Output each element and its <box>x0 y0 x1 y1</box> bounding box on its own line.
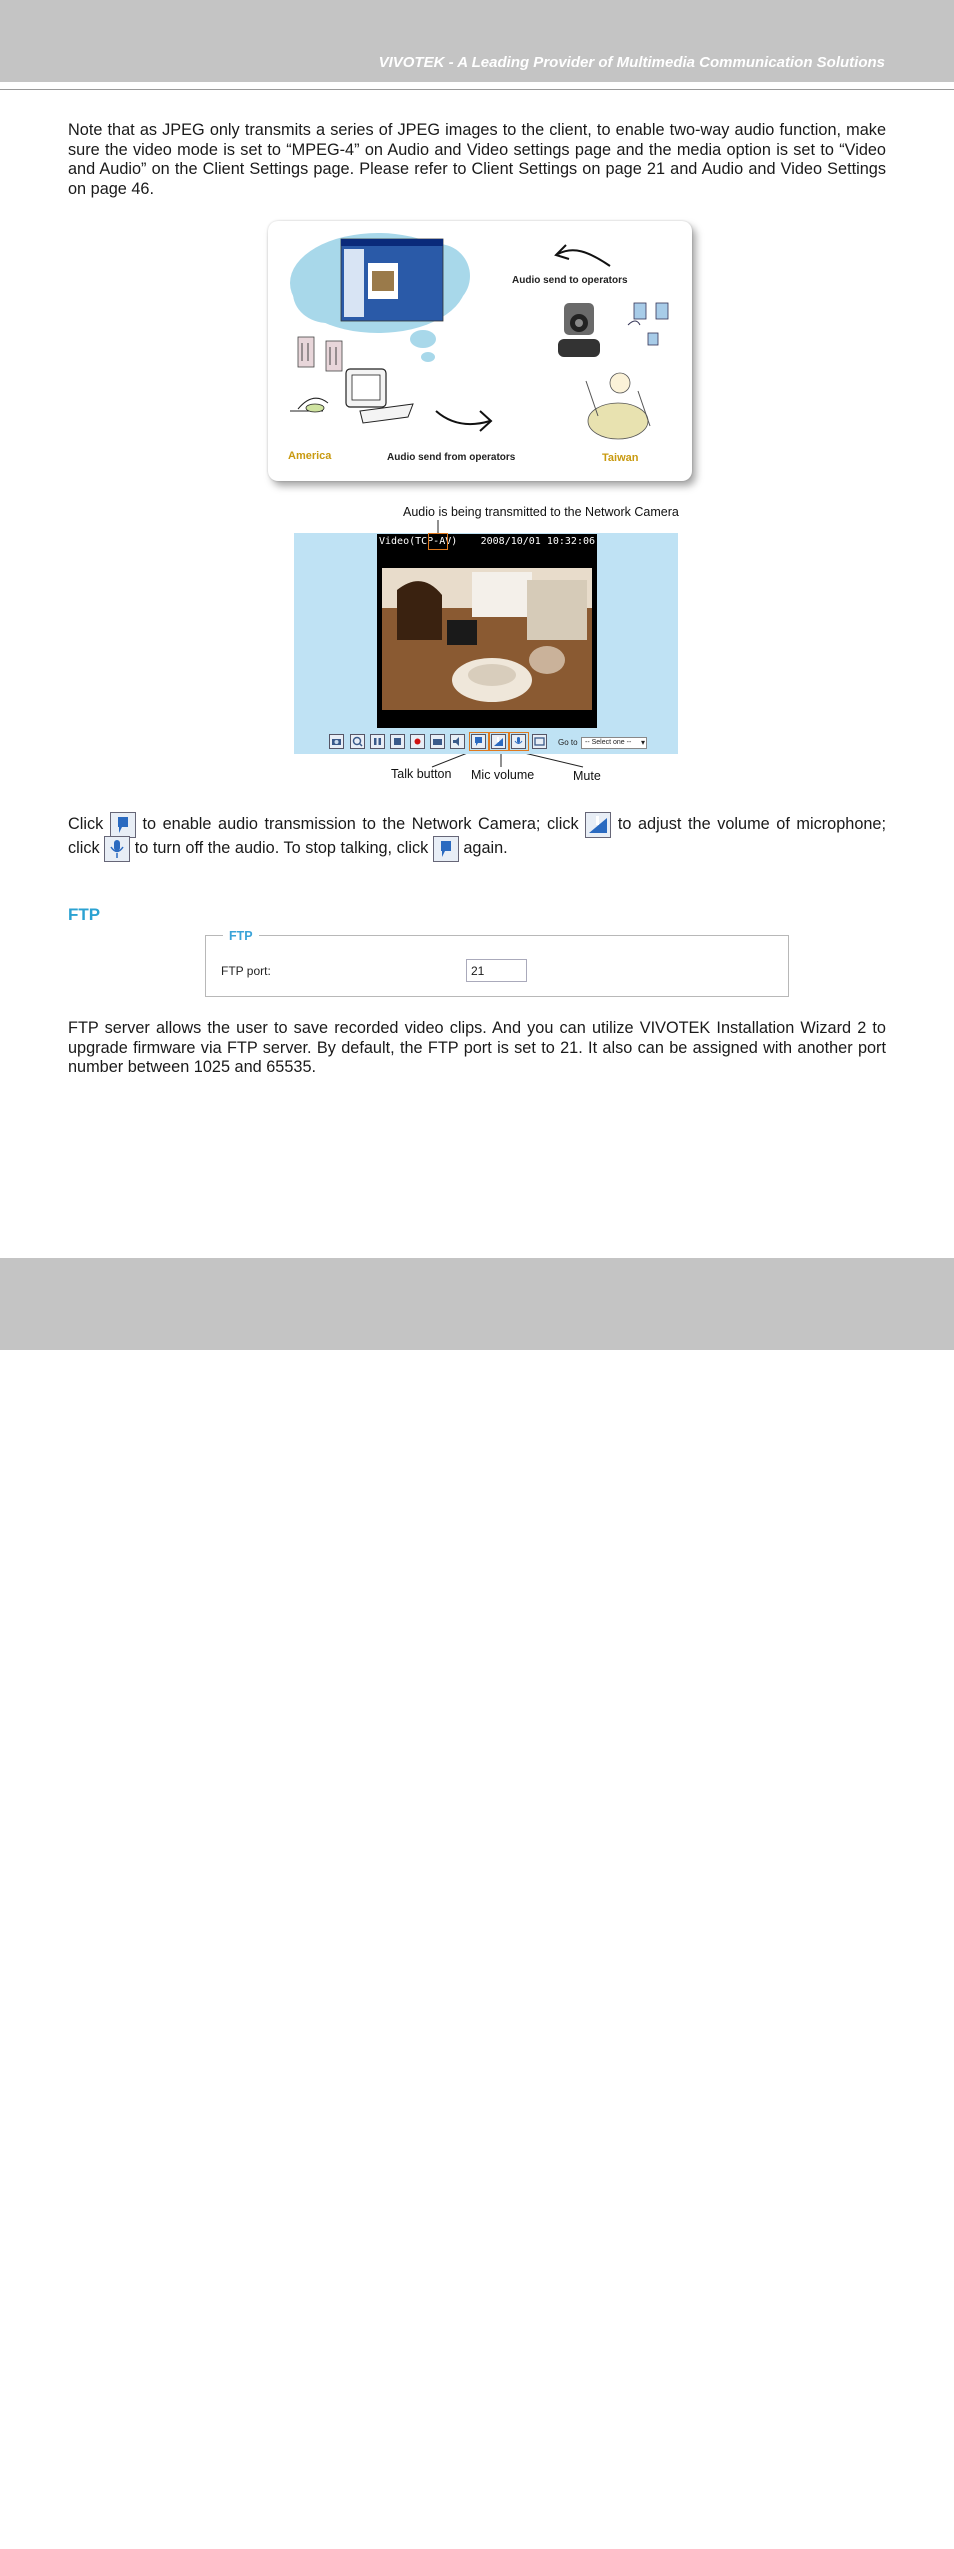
camera-icon <box>558 303 600 357</box>
goto-select[interactable] <box>581 737 647 749</box>
two-way-audio-illustration <box>268 221 692 481</box>
header-divider <box>0 89 954 90</box>
click-text-3: to adjust the volume of microphone; click <box>68 815 887 857</box>
record-button[interactable] <box>410 734 425 749</box>
snapshot-button[interactable] <box>329 734 344 749</box>
mic-volume-highlight <box>489 732 509 751</box>
click-text-1: Click <box>68 815 104 833</box>
intro-paragraph: Note that as JPEG only transmits a series of JPEG images to the client, to enable two-way audio function, make sure the video mode is set to “MPEG-4” on Audio and Video settings page and the media option is set to “Video and Audio” on the Client Settings page. Please refer to Client Settings on page 21 and Audio and Video Settings on page 46. <box>68 121 886 198</box>
pause-button[interactable] <box>370 734 385 749</box>
illustration-graphics <box>268 221 692 481</box>
video-title: Video(TCP-AV) <box>379 536 458 547</box>
goto-label: Go to <box>558 738 578 747</box>
ftp-heading: FTP <box>68 905 101 924</box>
caption-audio-transmitting: Audio is being transmitted to the Network Camera <box>403 505 679 519</box>
chevron-down-icon: ▾ <box>640 738 645 747</box>
computer-icon <box>290 369 413 423</box>
caption-mute: Mute <box>573 769 601 783</box>
label-send-from-operators: Audio send from operators <box>387 452 516 463</box>
speaker-button[interactable] <box>450 734 465 749</box>
talk-icon-2 <box>433 836 459 862</box>
zoom-button[interactable] <box>350 734 365 749</box>
tcp-av-highlight <box>428 533 448 550</box>
speakers-icon <box>298 337 342 371</box>
video-stream <box>377 550 597 728</box>
caption-mic-volume: Mic volume <box>471 768 535 782</box>
microphone-icon <box>104 836 130 862</box>
click-text-5: again. <box>463 839 508 857</box>
label-taiwan: Taiwan <box>602 452 639 464</box>
mic-volume-icon <box>585 812 611 838</box>
browser-window-icon <box>341 239 443 321</box>
footer-band <box>0 1258 954 2549</box>
page-number: User's Manual - 37 <box>777 2534 886 2549</box>
ftp-legend: FTP <box>223 929 259 943</box>
label-america: America <box>288 450 332 462</box>
click-text-4: to turn off the audio. To stop talking, click <box>134 839 429 857</box>
header-band <box>0 0 954 82</box>
caption-talk-button: Talk button <box>391 767 452 781</box>
video-timestamp: 2008/10/01 10:32:06 <box>480 536 595 547</box>
volume-button[interactable] <box>430 734 445 749</box>
header-title: VIVOTEK - A Leading Provider of Multimedia Communication Solutions <box>378 54 885 71</box>
goto-select-value: -- Select one -- <box>585 739 632 746</box>
talk-icon <box>110 812 136 838</box>
operator-person-icon <box>586 373 650 439</box>
stop-button[interactable] <box>390 734 405 749</box>
ftp-port-input[interactable]: 21 <box>466 959 527 982</box>
click-paragraph <box>68 812 886 860</box>
ftp-port-label: FTP port: <box>221 964 271 978</box>
ftp-paragraph: FTP server allows the user to save recorded video clips. And you can utilize VIVOTEK Installation Wizard 2 to upgrade firmware via FTP server. By default, the FTP port is set to 21. It also can be assigned with another port number between 1025 and 65535. <box>68 1019 886 1076</box>
mute-highlight <box>509 732 529 751</box>
fullscreen-button[interactable] <box>532 734 547 749</box>
talk-button-highlight <box>469 732 489 751</box>
room-scene-image <box>377 550 597 728</box>
click-text-2: to enable audio transmission to the Network Camera; click <box>142 815 579 833</box>
label-send-to-operators: Audio send to operators <box>512 275 628 286</box>
small-speakers-icon <box>628 303 668 345</box>
video-title-bar <box>377 534 597 550</box>
